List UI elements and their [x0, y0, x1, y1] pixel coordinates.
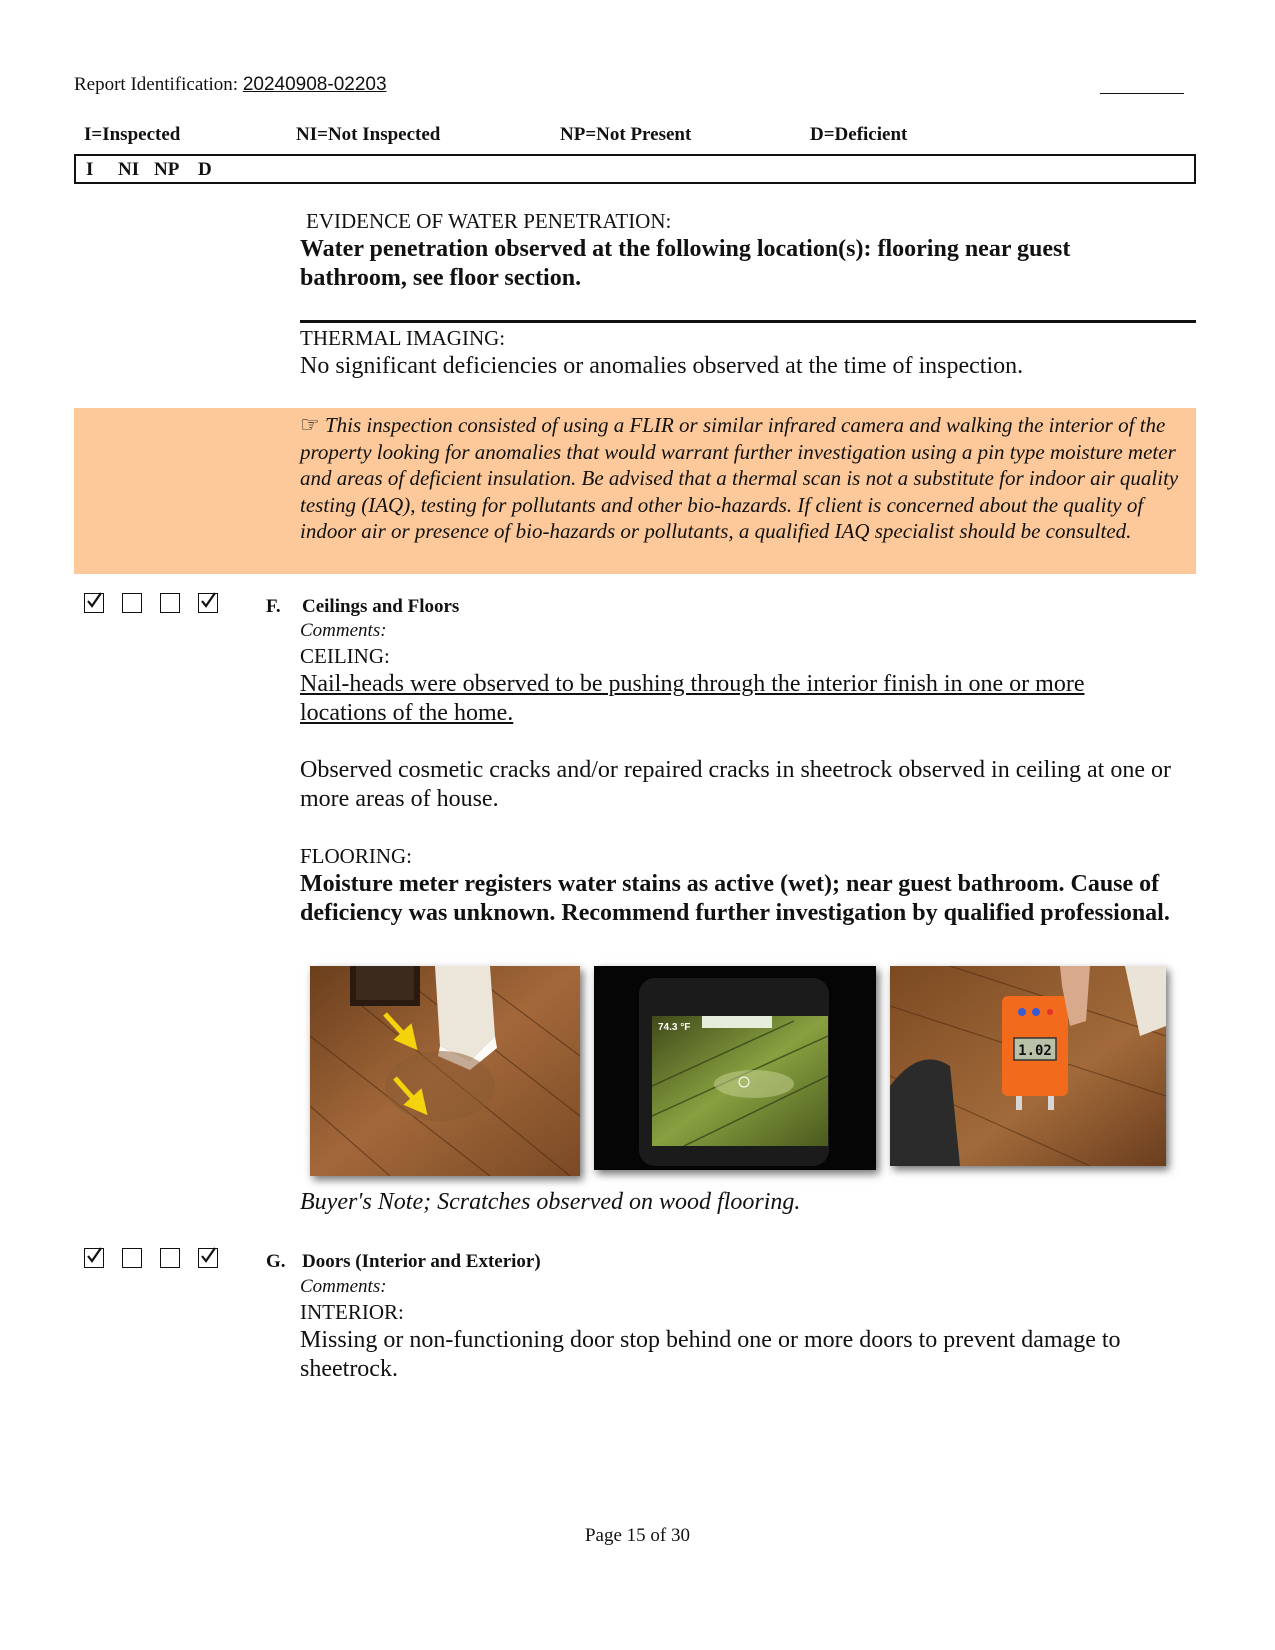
checkbox-not-inspected[interactable] — [122, 593, 142, 613]
buyers-note: Buyer's Note; Scratches observed on wood flooring. — [300, 1189, 801, 1215]
report-id-label: Report Identification: — [74, 74, 239, 95]
checkbox-not-inspected[interactable] — [122, 1248, 142, 1268]
signature-line — [1100, 93, 1184, 94]
legend-inspected: I=Inspected — [84, 124, 181, 145]
section-f-letter: F. — [266, 596, 281, 617]
flooring-heading: FLOORING: — [300, 844, 413, 868]
code-column-header — [74, 154, 1196, 184]
section-f-comments-label: Comments: — [300, 620, 387, 641]
thermal-camera-illustration — [594, 966, 876, 1170]
meter-reading: 1.02 — [1018, 1043, 1052, 1059]
section-g-title: Doors (Interior and Exterior) — [302, 1251, 541, 1272]
checkbox-not-present[interactable] — [160, 593, 180, 613]
water-penetration-heading: EVIDENCE OF WATER PENETRATION: — [306, 209, 672, 233]
code-np: NP — [154, 159, 180, 180]
report-id-value: 20240908-02203 — [242, 74, 387, 95]
ceiling-heading: CEILING: — [300, 644, 390, 668]
moisture-meter-illustration — [890, 966, 1166, 1166]
water-penetration-text: Water penetration observed at the following location(s): flooring near guest bathroom, see floor section. — [300, 236, 1071, 291]
thermal-reading: 74.3 °F — [658, 1022, 691, 1033]
thermal-camera-photo — [594, 966, 876, 1170]
floor-stain-illustration — [310, 966, 580, 1176]
ceiling-cracks-text: Observed cosmetic cracks and/or repaired cracks in sheetrock observed in ceiling at one or more areas of house. — [300, 757, 1171, 812]
code-ni: NI — [118, 159, 140, 180]
report-identification — [74, 74, 387, 96]
ceiling-nail-text: Nail-heads were observed to be pushing through the interior finish in one or more locations of the home. — [300, 671, 1085, 726]
thermal-text: No significant deficiencies or anomalies observed at the time of inspection. — [300, 353, 1024, 379]
section-g-letter: G. — [266, 1251, 286, 1272]
checkbox-deficient[interactable] — [198, 593, 218, 613]
pointing-hand-icon: ☞ — [300, 412, 320, 437]
section-f-title: Ceilings and Floors — [302, 596, 460, 617]
checkbox-deficient[interactable] — [198, 1248, 218, 1268]
code-i: I — [86, 159, 94, 180]
checkmark-icon — [200, 591, 216, 611]
checkbox-inspected[interactable] — [84, 1248, 104, 1268]
checkmark-icon — [200, 1246, 216, 1266]
thermal-note-text: This inspection consisted of using a FLIR or similar infrared camera and walking the interior of the property looking for anomalies that would warrant further investigation using a pin type moisture meter and areas of deficient insulation. Be advised that a thermal scan is not a substitute for indoor air quality testing (IAQ), testing for pollutants and other bio-hazards. If client is concerned about the quality of indoor air or presence of bio-hazards or pollutants, a qualified IAQ specialist should be consulted. — [300, 413, 1179, 543]
thermal-heading: THERMAL IMAGING: — [300, 326, 506, 350]
page-number: Page 15 of 30 — [584, 1525, 690, 1546]
interior-heading: INTERIOR: — [300, 1300, 404, 1324]
section-divider — [300, 320, 1196, 323]
code-d: D — [198, 159, 212, 180]
legend-not-present: NP=Not Present — [560, 124, 692, 145]
thermal-note — [300, 412, 1195, 545]
legend-deficient: D=Deficient — [810, 124, 908, 145]
moisture-meter-photo — [890, 966, 1166, 1166]
checkmark-icon — [86, 1246, 102, 1266]
interior-text: Missing or non-functioning door stop behind one or more doors to prevent damage to sheetrock. — [300, 1327, 1121, 1382]
flooring-text: Moisture meter registers water stains as active (wet); near guest bathroom. Cause of deficiency was unknown. Recommend further investigation by qualified professional. — [300, 871, 1170, 926]
floor-stain-photo — [310, 966, 580, 1176]
checkbox-not-present[interactable] — [160, 1248, 180, 1268]
section-g-comments-label: Comments: — [300, 1276, 387, 1297]
checkbox-inspected[interactable] — [84, 593, 104, 613]
legend-not-inspected: NI=Not Inspected — [296, 124, 441, 145]
checkmark-icon — [86, 591, 102, 611]
